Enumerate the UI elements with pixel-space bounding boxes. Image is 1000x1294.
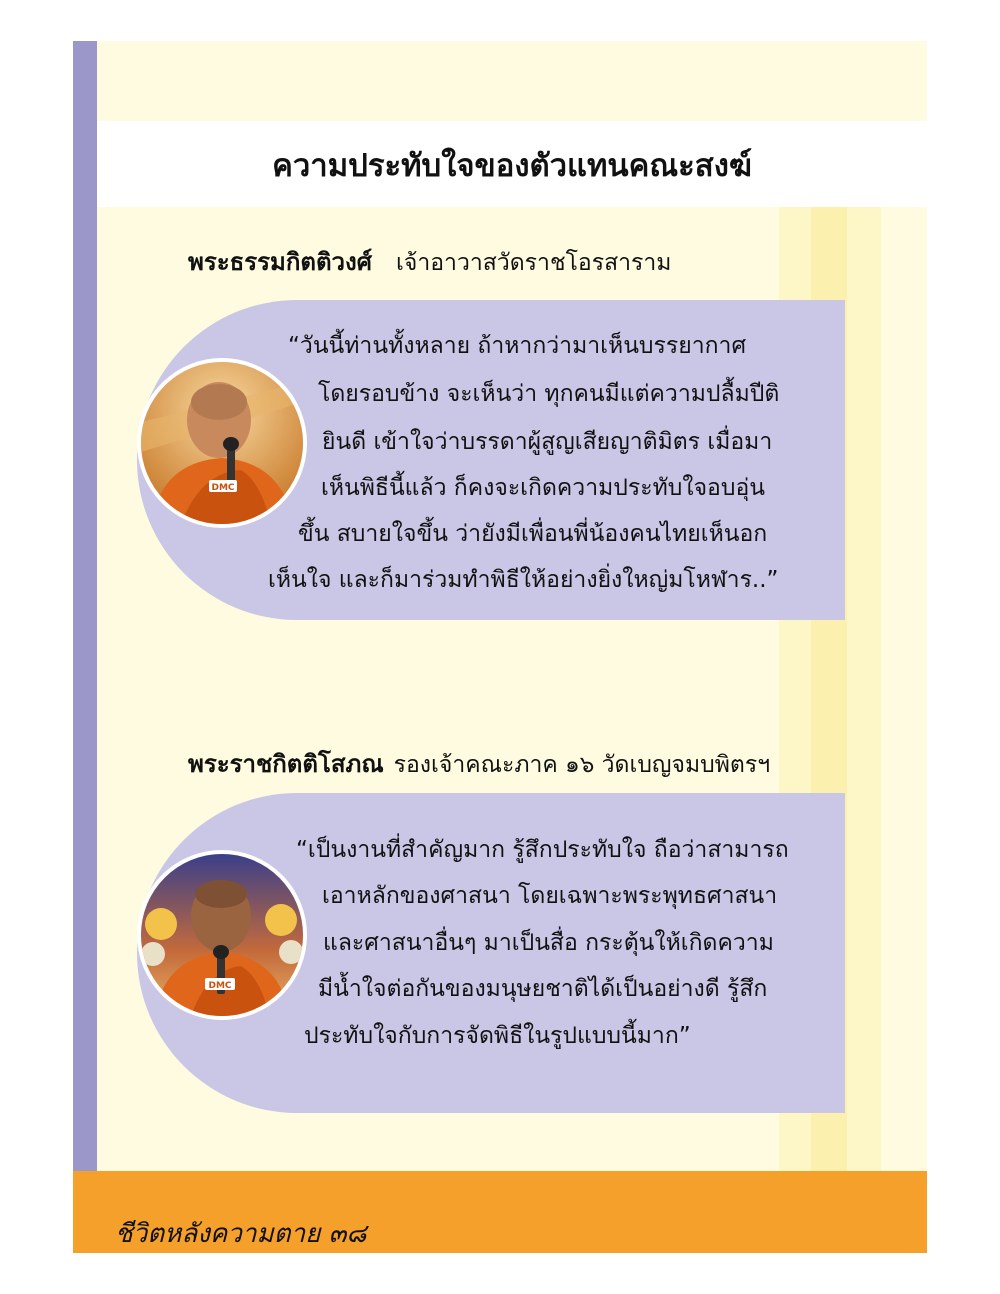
quote-line: “วันนี้ท่านทั้งหลาย ถ้าหากว่ามาเห็นบรรยากาศ [288, 333, 747, 359]
quote-line: มีน้ำใจต่อกันของมนุษยชาติได้เป็นอย่างดี รู้สึก [318, 976, 768, 1002]
page-title: ความประทับใจของตัวแทนคณะสงฆ์ [272, 148, 752, 184]
speaker-position: รองเจ้าคณะภาค ๑๖ วัดเบญจมบพิตรฯ [393, 752, 771, 778]
portrait-image [141, 854, 303, 1016]
speaker-name: พระราชกิตติโสภณ [188, 750, 384, 778]
photo-logo-text: DMC [211, 483, 235, 493]
portrait-image [141, 362, 303, 524]
quote-line: โดยรอบข้าง จะเห็นว่า ทุกคนมีแต่ความปลื้มปีติ [318, 381, 780, 407]
monk-photo [137, 850, 307, 1020]
quote-line: เห็นใจ และก็มาร่วมทำพิธีให้อย่างยิ่งใหญ่มโหฬาร..” [268, 567, 779, 593]
monk-photo [137, 358, 307, 528]
quote-line: ประทับใจกับการจัดพิธีในรูปแบบนี้มาก” [304, 1023, 691, 1049]
footer-page-label: ชีวิตหลังความตาย ๓๘ [115, 1219, 367, 1249]
quote-line: “เป็นงานที่สำคัญมาก รู้สึกประทับใจ ถือว่าสามารถ [296, 837, 789, 863]
speaker-heading [188, 242, 671, 281]
quote-line: เห็นพิธีนี้แล้ว ก็คงจะเกิดความประทับใจอบอุ่น [321, 475, 766, 501]
speaker-name: พระธรรมกิตติวงศ์ [188, 248, 372, 276]
quote-line: เอาหลักของศาสนา โดยเฉพาะพระพุทธศาสนา [322, 883, 778, 909]
speaker-position: เจ้าอาวาสวัดราชโอรสาราม [395, 250, 672, 276]
quote-line: ยินดี เข้าใจว่าบรรดาผู้สูญเสียญาติมิตร เมื่อมา [322, 429, 773, 455]
quote-line: ขึ้น สบายใจขึ้น ว่ายังมีเพื่อนพี่น้องคนไทยเห็นอก [298, 521, 768, 547]
speaker-heading [188, 744, 770, 783]
left-accent-bar [73, 41, 97, 1171]
photo-logo-text: DMC [208, 981, 232, 991]
decorative-stripe [847, 207, 881, 1171]
quote-line: และศาสนาอื่นๆ มาเป็นสื่อ กระตุ้นให้เกิดความ [323, 930, 774, 956]
